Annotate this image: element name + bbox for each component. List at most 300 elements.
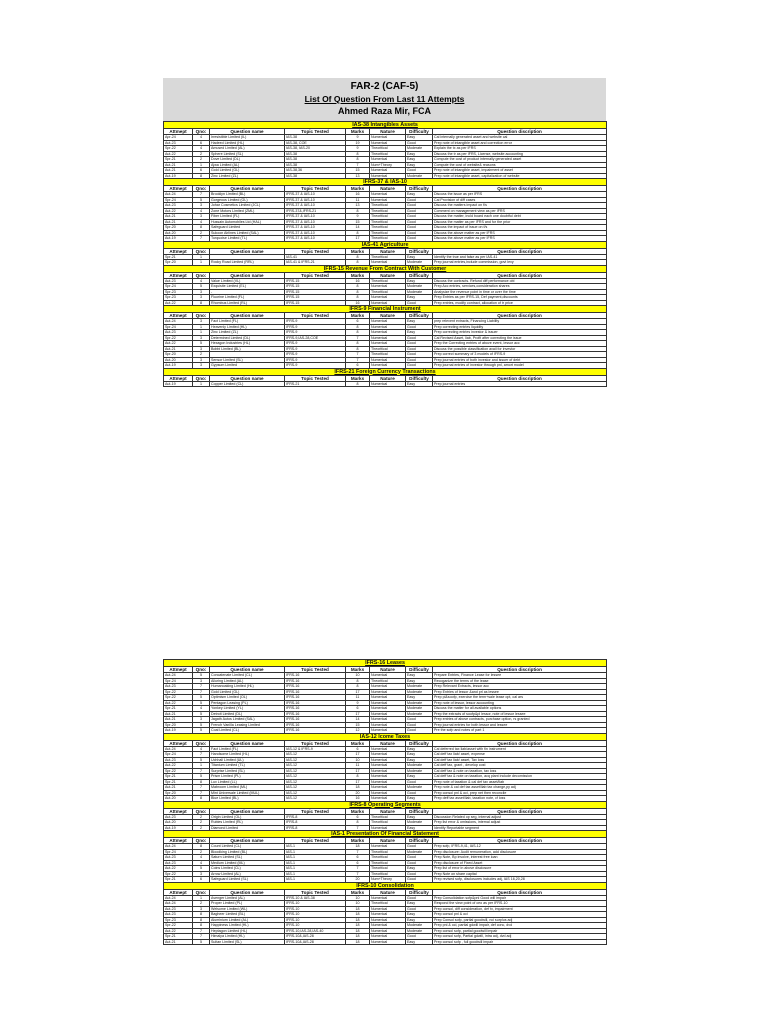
column-header: Marks [346, 248, 370, 254]
table-cell: 8 [193, 225, 210, 231]
table-cell: Numerical [370, 906, 406, 912]
table-cell: Aut-23 [164, 330, 193, 336]
table-cell: 4 [193, 135, 210, 141]
table-cell: 7 [346, 335, 370, 341]
column-header-row [164, 313, 607, 319]
section-title-row [164, 882, 607, 889]
table-cell: Moderate [406, 768, 433, 774]
table-cell: IFRS-37 & IAS-10 [285, 203, 346, 209]
column-header: Qno: [193, 313, 210, 319]
table-cell: Easy [406, 757, 433, 763]
table-cell: Easy [406, 278, 433, 284]
table-cell: Spr-22 [164, 768, 193, 774]
table-cell: Aut-24 [164, 895, 193, 901]
column-header: Attmept [164, 375, 193, 381]
table-cell: IFRS-9 [285, 357, 346, 363]
table-cell: Moderate [406, 146, 433, 152]
table-cell: Gold Limited (GL) [210, 689, 285, 695]
table-cell: Spr-21 [164, 779, 193, 785]
table-cell: Discuss the issue as per IFRS [433, 192, 607, 198]
table-cell: Numerical [370, 768, 406, 774]
table-cell: IAS-38 [285, 162, 346, 168]
table-cell: Fluorine Limited (FL) [210, 295, 285, 301]
table-cell: Prep note of intangible asset and correction error [433, 140, 607, 146]
column-header: Attmept [164, 272, 193, 278]
table-cell: 1 [193, 260, 210, 266]
table-cell: Aut-20 [164, 796, 193, 802]
table-cell: Theoritical [370, 352, 406, 358]
table-cell: Prep deff tax asset/liab, taxation note, cf loss [433, 796, 607, 802]
table-cell: Numerical [370, 168, 406, 174]
table-cell: Numerical [370, 774, 406, 780]
column-header: Qno: [193, 186, 210, 192]
table-cell: Numerical [370, 912, 406, 918]
column-header: Topic Tested [285, 186, 346, 192]
table-cell: Numerical [370, 173, 406, 179]
table-cell: Numerical [370, 779, 406, 785]
table-cell: Prep consol sofp, Partial gdwill, intra adj, dvd adj [433, 934, 607, 940]
table-cell: IFRS-9,IAS-28,COE [285, 335, 346, 341]
table-cell: 6 [193, 168, 210, 174]
table-cell: 8 [346, 774, 370, 780]
table-cell: Discuss the tr as per IFRS, License, website accounting [433, 151, 607, 157]
table-cell: 8 [346, 284, 370, 290]
table-cell: Good [406, 335, 433, 341]
table-cell: 10 [346, 757, 370, 763]
section-title-row [164, 122, 607, 129]
column-header: Question name [210, 248, 285, 254]
column-header: Difficulty [406, 375, 433, 381]
table-cell: Numerical [370, 706, 406, 712]
table-cell: 6 [193, 877, 210, 883]
table-cell: 4 [193, 146, 210, 152]
table-cell: 8 [193, 779, 210, 785]
table-cell: Moderate [406, 700, 433, 706]
table-cell: Spr-24 [164, 324, 193, 330]
table-cell: 3 [193, 289, 210, 295]
table-cell: 5 [193, 939, 210, 945]
column-header: Topic Tested [285, 313, 346, 319]
column-header: Difficulty [406, 129, 433, 135]
table-cell: IFRS-21 [285, 381, 346, 387]
table-cell: IFRS-16 [285, 722, 346, 728]
column-header: Topic Tested [285, 375, 346, 381]
table-cell: 11 [346, 763, 370, 769]
section-title: IFRS-21 Foreign Currency Transactions [164, 368, 607, 375]
table-cell: Discuss the matter as per IFRS and for the prior [433, 219, 607, 225]
table-cell: Pentagon Leasing (PL) [210, 700, 285, 706]
table-cell: 8 [193, 796, 210, 802]
table-cell: Aut-21 [164, 168, 193, 174]
table-cell: Aut-22 [164, 866, 193, 872]
column-header: Attmept [164, 248, 193, 254]
table-cell: Aut-21 [164, 346, 193, 352]
table-cell: Discuss the matters impact on f/s [433, 203, 607, 209]
table-cell: 18 [346, 923, 370, 929]
table-cell: Good [406, 790, 433, 796]
table-cell: Safeguard Limited [210, 225, 285, 231]
column-header: Question discription [433, 889, 607, 895]
table-cell: Num+Theory [370, 877, 406, 883]
table-cell: 1 [193, 381, 210, 387]
table-cell: 5 [193, 711, 210, 717]
table-cell: Theoritical [370, 289, 406, 295]
table-cell: Spr-20 [164, 260, 193, 266]
table-cell: Aut-19 [164, 173, 193, 179]
table-cell: 3 [193, 871, 210, 877]
column-header: Question name [210, 889, 285, 895]
table-cell: Easy [406, 774, 433, 780]
table-cell: Prep Note, Bp involve, interest free loan [433, 855, 607, 861]
table-cell: Exquisite Limited (EL) [210, 284, 285, 290]
table-cell: 1 [193, 324, 210, 330]
table-cell: Prep disclosure of Fixed Asset [433, 860, 607, 866]
table-cell: Theoritical [370, 203, 406, 209]
table-cell: IAS-1 [285, 844, 346, 850]
table-cell: 2 [193, 151, 210, 157]
table-cell: Easy [406, 752, 433, 758]
table-cell: Gold Limited (GL) [210, 168, 285, 174]
column-header-row [164, 889, 607, 895]
table-cell: Moderate [406, 785, 433, 791]
table-cell: Aut-22 [164, 300, 193, 306]
column-header: Topic Tested [285, 838, 346, 844]
table-cell: 4 [193, 278, 210, 284]
table-cell: Cal deff tax liab/ asset, Tax loss [433, 757, 607, 763]
column-header: Difficulty [406, 667, 433, 673]
table-cell: Moderate [406, 849, 433, 855]
table-cell: Happiness Limited (HL) [210, 923, 285, 929]
column-header: Question name [210, 808, 285, 814]
table-cell: Mint Universale Limited (MUL) [210, 790, 285, 796]
table-cell: Handsome Limited (HL) [210, 752, 285, 758]
table-cell: Prep list of error in above disclosure [433, 866, 607, 872]
table-cell: IFRS-37 & IAS-10 [285, 230, 346, 236]
table-cell: Numerical [370, 341, 406, 347]
table-cell: IFRS-16 [285, 700, 346, 706]
table-cell: Spr-20 [164, 722, 193, 728]
table-cell: Identify Reportable segment [433, 825, 607, 831]
table-cell: Aut-23 [164, 860, 193, 866]
table-cell: Numerical [370, 923, 406, 929]
table-cell: Blue Limited (BL) [210, 796, 285, 802]
table-cell: Easy [406, 939, 433, 945]
column-header-row [164, 272, 607, 278]
table-cell: Easy [406, 162, 433, 168]
table-cell: Good [406, 346, 433, 352]
table-cell: 8 [346, 324, 370, 330]
table-cell: Aut-21 [164, 785, 193, 791]
table-cell: Spr-21 [164, 706, 193, 712]
table-cell: Jagath Autos Limited (SAL) [210, 717, 285, 723]
column-header: Marks [346, 808, 370, 814]
table-cell: Aluminium Limited (AL) [210, 917, 285, 923]
table-cell: Concatenate Limited (CL) [210, 673, 285, 679]
table-cell: Spr-22 [164, 335, 193, 341]
table-cell: Spr-21 [164, 774, 193, 780]
table-cell: 5 [193, 757, 210, 763]
table-cell: 6 [346, 814, 370, 820]
table-cell: Discuss the possible classification avail for investor [433, 346, 607, 352]
table-cell: 14 [346, 225, 370, 231]
table-cell: Aut-19 [164, 728, 193, 734]
table-cell: Prep consol sofp, partial goodwill impair [433, 928, 607, 934]
table-cell: 8 [346, 684, 370, 690]
table-cell: Good [406, 871, 433, 877]
column-header: Marks [346, 313, 370, 319]
table-cell: Easy [406, 912, 433, 918]
column-header: Attmept [164, 889, 193, 895]
column-header: Nature [370, 129, 406, 135]
table-cell: Numerical [370, 673, 406, 679]
column-header: Qno: [193, 375, 210, 381]
table-cell: Good [406, 722, 433, 728]
table-cell: Moderate [406, 706, 433, 712]
column-header: Difficulty [406, 808, 433, 814]
table-cell: Spr-24 [164, 752, 193, 758]
table-cell: 1 [193, 895, 210, 901]
table-cell: Theoritical [370, 866, 406, 872]
table-cell: Spr-24 [164, 849, 193, 855]
column-header: Question discription [433, 186, 607, 192]
table-cell: 7 [193, 785, 210, 791]
table-cell: IAS-1 [285, 860, 346, 866]
table-cell: IAS-41 [285, 254, 346, 260]
table-cell: 5 [193, 866, 210, 872]
column-header: Question name [210, 667, 285, 673]
table-cell: Good [406, 140, 433, 146]
table-cell: 7 [346, 825, 370, 831]
table-cell: IFRS-16 [285, 728, 346, 734]
table-cell: Aut-24 [164, 192, 193, 198]
table-cell: Easy [406, 825, 433, 831]
table-cell: Fact Limited (FL) [210, 319, 285, 325]
table-cell: 15 [346, 722, 370, 728]
column-header: Question name [210, 272, 285, 278]
column-header-row [164, 667, 607, 673]
column-header: Difficulty [406, 740, 433, 746]
table-cell: Mabroom Limited (ML) [210, 785, 285, 791]
table-cell: Saturn Limited (SL) [210, 855, 285, 861]
table-cell: Aut-22 [164, 341, 193, 347]
table-cell: 8 [346, 208, 370, 214]
table-cell: 7 [193, 689, 210, 695]
section-title: IAS-12 Icome Taxes [164, 733, 607, 740]
table-cell: Aut-21 [164, 219, 193, 225]
table-cell: Prep entries of above contracts, purchase option, rs granted [433, 717, 607, 723]
table-cell: IAS-12 [285, 785, 346, 791]
table-cell: Spr-20 [164, 352, 193, 358]
sheet-author: Ahmed Raza Mir, FCA [337, 106, 431, 116]
column-header: Question discription [433, 808, 607, 814]
table-cell: Prep journal entries [433, 381, 607, 387]
table-cell: Prep Consol sofp, partial goodwill, nci surplus adj [433, 917, 607, 923]
table-cell: 13 [346, 173, 370, 179]
table-cell: 4 [193, 860, 210, 866]
table-cell: IFRS-10&,IAS-28 [285, 934, 346, 940]
table-cell: Good [406, 203, 433, 209]
table-cell: Good [406, 728, 433, 734]
table-cell: Good [406, 779, 433, 785]
table-cell: Good [406, 895, 433, 901]
table-cell: IFRS-37 & IAS-10 [285, 236, 346, 242]
column-header: Qno: [193, 740, 210, 746]
column-header: Nature [370, 272, 406, 278]
table-cell: Prep entries, modify contract, allocation of tr price [433, 300, 607, 306]
table-cell: Theoritical [370, 346, 406, 352]
table-cell: Copper Limited (CL) [210, 381, 285, 387]
table-cell: Easy [406, 673, 433, 679]
section-title: IAS-38 Intangibles Assets [164, 122, 607, 129]
table-cell: Cal Provision of diff cases [433, 197, 607, 203]
column-header: Difficulty [406, 838, 433, 844]
table-cell: 7 [193, 236, 210, 242]
table-cell: Aut-23 [164, 912, 193, 918]
table-cell: Alluring Limited (AL) [210, 678, 285, 684]
table-cell: 3 [193, 335, 210, 341]
table-cell: IAS-1 [285, 866, 346, 872]
table-cell: 2 [193, 820, 210, 826]
column-header: Nature [370, 740, 406, 746]
table-cell: Easy [406, 135, 433, 141]
table-cell: 17 [346, 236, 370, 242]
table-cell: Sultan Limited (SL) [210, 939, 285, 945]
table-cell: 8 [193, 912, 210, 918]
table-cell: Sphere Limited (SL) [210, 151, 285, 157]
table-cell: 18 [346, 844, 370, 850]
table-cell: Spr-21 [164, 157, 193, 163]
table-cell: Moderate [406, 820, 433, 826]
table-cell: 2 [193, 814, 210, 820]
table-cell: 1 [193, 162, 210, 168]
column-header: Nature [370, 375, 406, 381]
table-cell: IAS-12 [285, 779, 346, 785]
column-header: Question discription [433, 838, 607, 844]
table-cell: 17 [346, 711, 370, 717]
table-cell: Proper Limited (PL) [210, 901, 285, 907]
table-cell: 1 [193, 254, 210, 260]
table-cell: 8 [346, 678, 370, 684]
section-title-row [164, 660, 607, 667]
table-cell: Aut-20 [164, 357, 193, 363]
table-cell: Theoritical [370, 236, 406, 242]
table-cell: Aut-19 [164, 381, 193, 387]
table-cell: 3 [193, 295, 210, 301]
table-cell: 16 [346, 300, 370, 306]
table-cell: Explain the tx as per IFRS [433, 146, 607, 152]
question-table [163, 121, 607, 387]
table-cell: IFRS-10 [285, 912, 346, 918]
table-cell: Prepare Entries, Finance Lease for lessee [433, 673, 607, 679]
table-cell: 6 [346, 319, 370, 325]
column-header: Topic Tested [285, 808, 346, 814]
table-cell: Lux Limited (LL) [210, 779, 285, 785]
table-cell: Fiber Limited (FL) [210, 214, 285, 220]
table-cell: IFRS-37 & IAS-10 [285, 214, 346, 220]
table-cell: Easy [406, 814, 433, 820]
table-cell: Good [406, 906, 433, 912]
table-cell: IAS-1 [285, 855, 346, 861]
column-header: Question discription [433, 129, 607, 135]
column-header: Qno: [193, 129, 210, 135]
table-cell: Numerical [370, 700, 406, 706]
table-cell: 8 [193, 923, 210, 929]
table-cell: 8 [346, 341, 370, 347]
column-header: Qno: [193, 808, 210, 814]
column-header: Marks [346, 186, 370, 192]
table-cell: IFRS-10 [285, 901, 346, 907]
table-cell: Apr-24 [164, 135, 193, 141]
table-cell: 17 [346, 752, 370, 758]
table-cell: Spr-24 [164, 678, 193, 684]
table-cell: Num+Theory [370, 162, 406, 168]
table-cell: 5 [193, 700, 210, 706]
table-cell: Prep note of intangible asset, impairment of asset [433, 168, 607, 174]
table-cell: 9 [346, 135, 370, 141]
table-cell: 8 [193, 173, 210, 179]
table-cell: Moderate [406, 928, 433, 934]
table-cell: Easy [406, 319, 433, 325]
table-cell: Heptagon Limited (HL) [210, 928, 285, 934]
table-cell: Prep Consolidation sofp&pnl Good will impair [433, 895, 607, 901]
table-cell: Heavenly Limited (HL) [210, 324, 285, 330]
table-cell: Aut-23 [164, 855, 193, 861]
table-cell: Prep correcting entries investor & issuer [433, 330, 607, 336]
table-cell: 8 [346, 820, 370, 826]
table-cell: Fact Limited (FL) [210, 746, 285, 752]
table-cell: Prep correct summary of 3 models of IFRS-9 [433, 352, 607, 358]
table-cell: IAS-12 [285, 763, 346, 769]
table-cell: Prep consol sofp , full goodwill impair [433, 939, 607, 945]
table-cell: Theoritical [370, 278, 406, 284]
table-cell: Prep sofp, IFRS-9,41, IAS-12 [433, 844, 607, 850]
table-cell: 7 [346, 352, 370, 358]
table-cell: Good [406, 717, 433, 723]
table-cell: 14 [346, 717, 370, 723]
table-cell: IFRS-10 [285, 923, 346, 929]
table-cell: 7 [193, 768, 210, 774]
section-title-row [164, 801, 607, 808]
table-cell: 5 [193, 774, 210, 780]
table-cell: Prep Acc entries, services,consideration shares [433, 284, 607, 290]
table-cell: Diamond Limited [210, 825, 285, 831]
table-cell: Theoritical [370, 151, 406, 157]
table-cell: Hexagon Industries (HL) [210, 341, 285, 347]
table-cell: Identify the true and false as per IAS-41 [433, 254, 607, 260]
table-cell: Aut-23 [164, 814, 193, 820]
table-cell: 8 [346, 330, 370, 336]
table-cell: IFRS-8 [285, 820, 346, 826]
table-cell: 8 [346, 157, 370, 163]
table-cell: 8 [193, 300, 210, 306]
table-cell: IFRS-16 [285, 711, 346, 717]
column-header: Question name [210, 313, 285, 319]
column-header-row [164, 248, 607, 254]
table-cell: Spr-21 [164, 254, 193, 260]
table-cell: IFRS-16 [285, 695, 346, 701]
column-header: Attmept [164, 129, 193, 135]
table-cell: Pre the sofp and notes of part 1 [433, 728, 607, 734]
table-cell: 7 [346, 357, 370, 363]
table-cell: Yonkey Limited (YL) [210, 706, 285, 712]
table-cell: Theoritical [370, 219, 406, 225]
table-cell: Spr-23 [164, 289, 193, 295]
column-header: Difficulty [406, 272, 433, 278]
table-cell: 20 [346, 790, 370, 796]
table-cell: 8 [346, 260, 370, 266]
table-cell: Prep list error & omissions, internal adjust [433, 820, 607, 826]
table-cell: IFRS-16 [285, 673, 346, 679]
